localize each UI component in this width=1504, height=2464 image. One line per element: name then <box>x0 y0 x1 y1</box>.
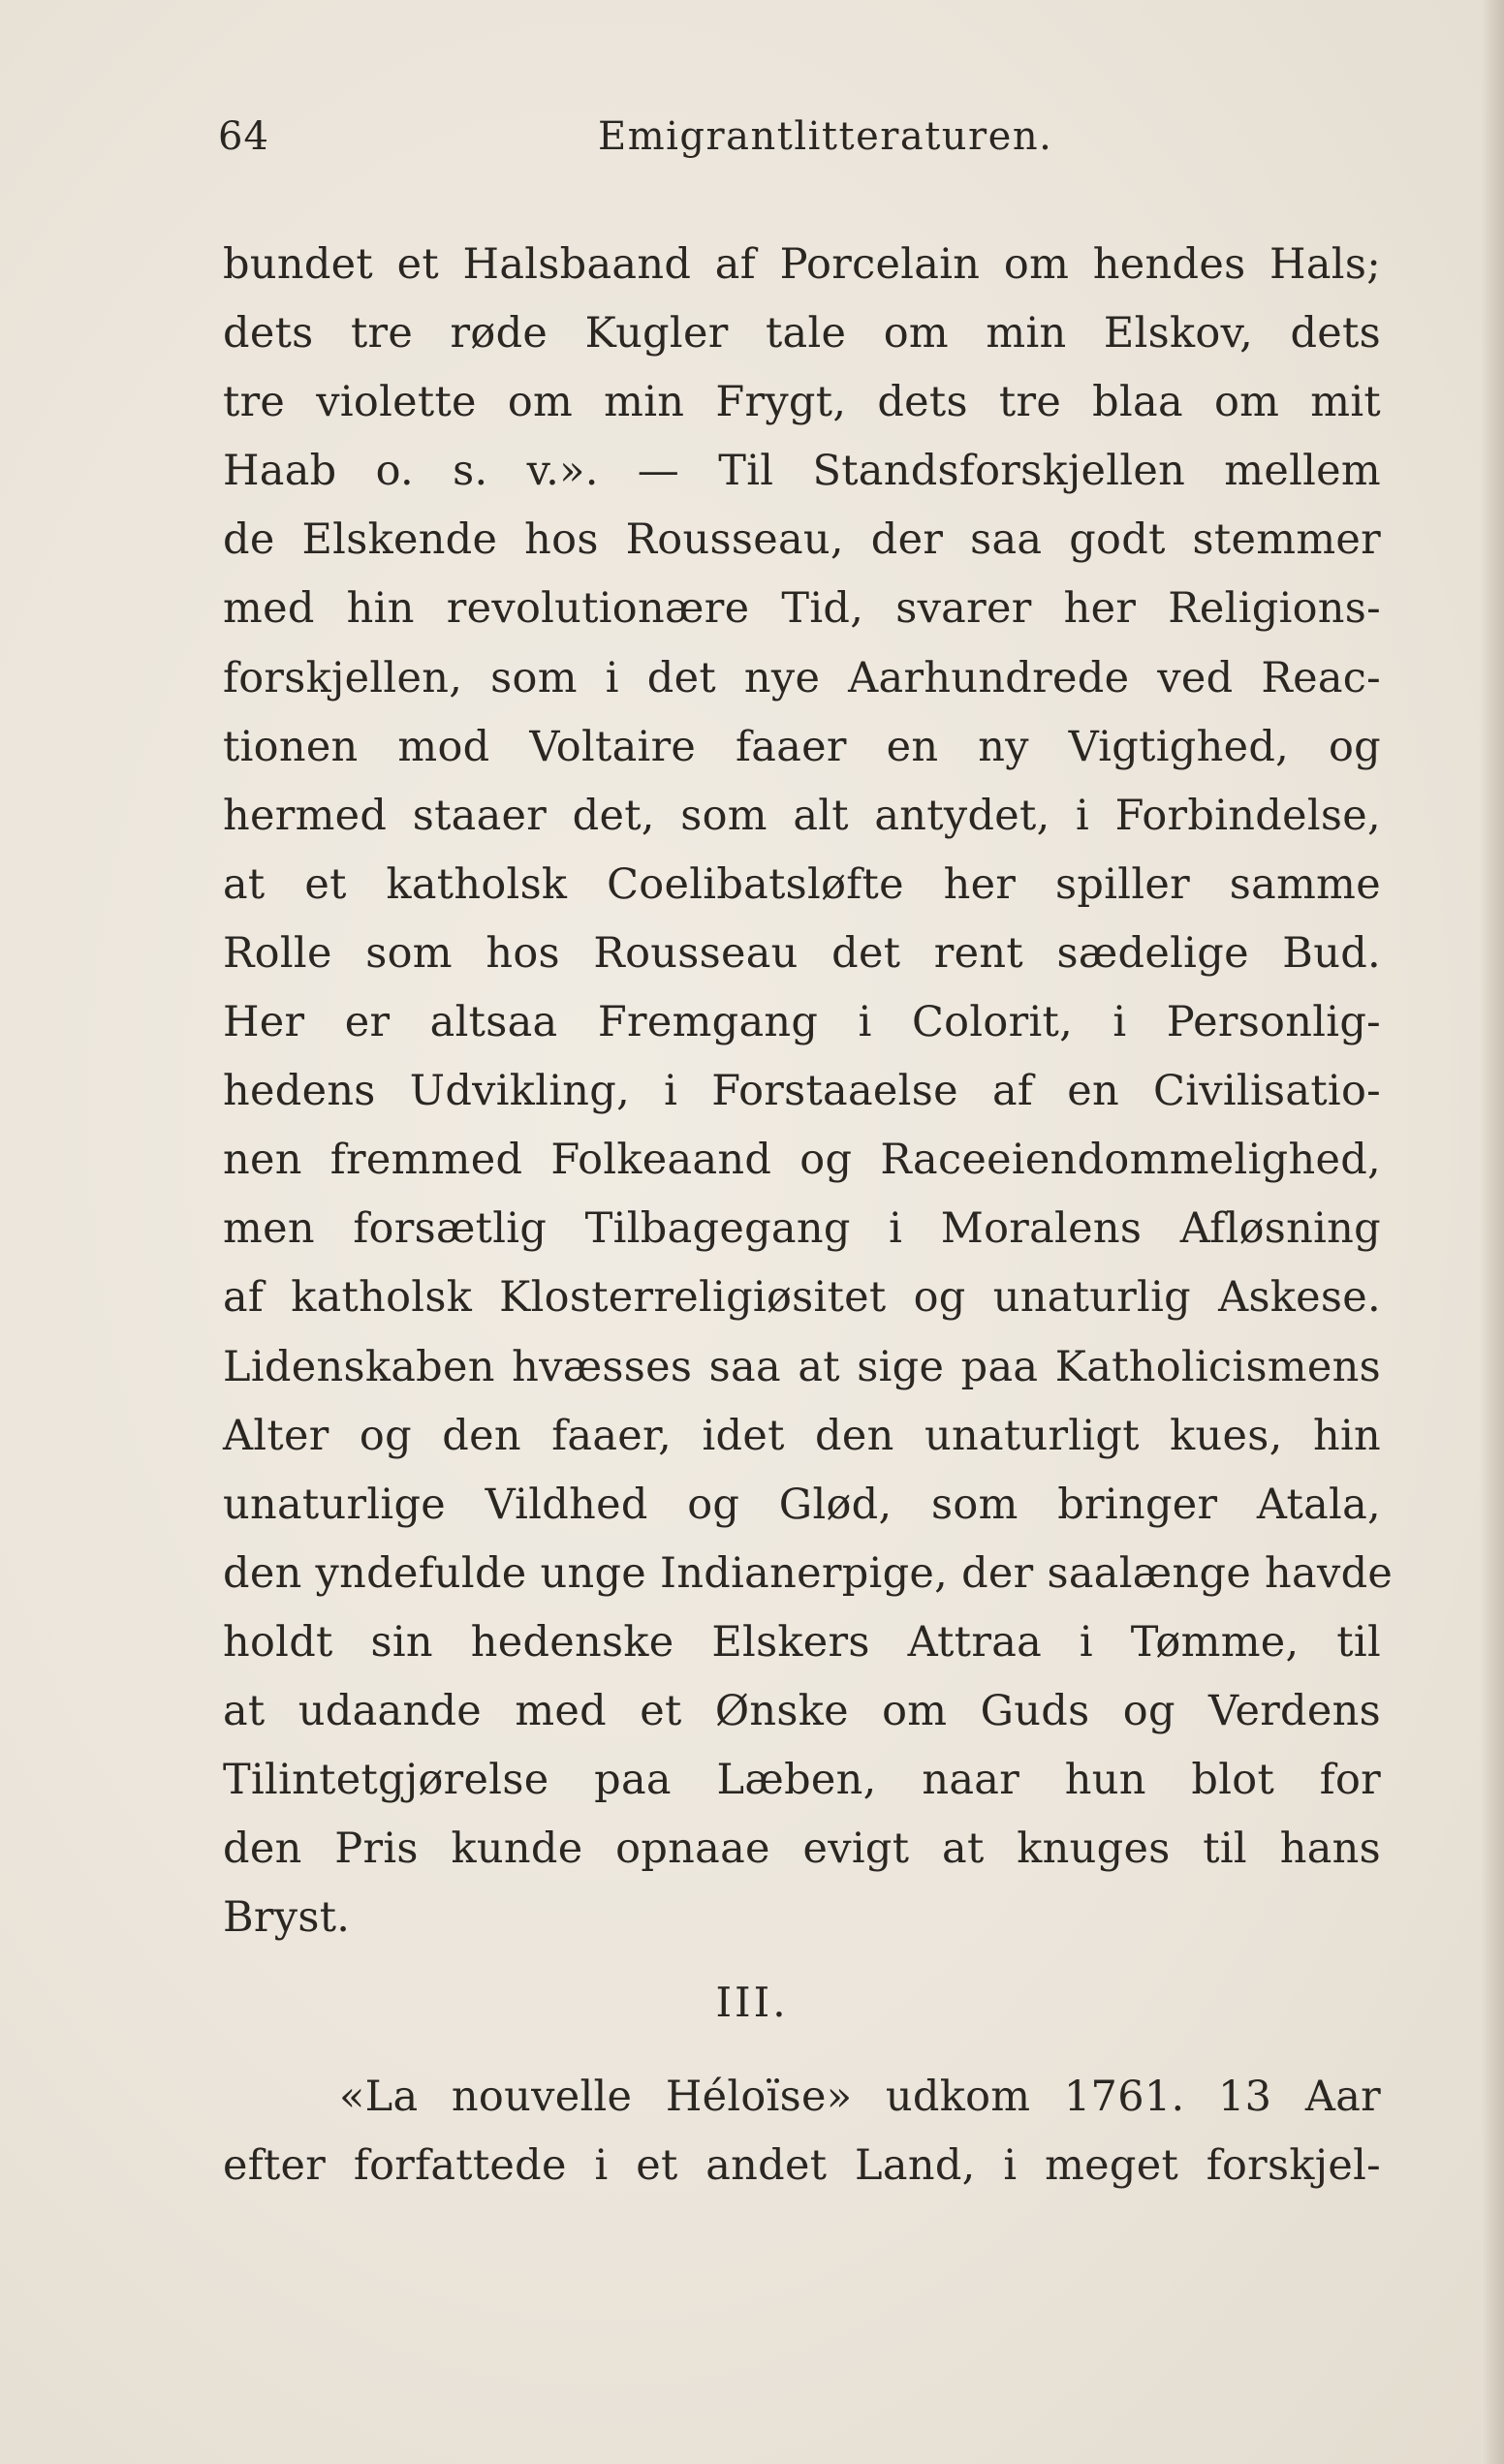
text-line: den yndefulde unge Indianerpige, der saalænge havde <box>223 1548 1394 1598</box>
text-line: med hin revolutionære Tid, svarer her Religions- <box>223 584 1381 634</box>
text-line: den Pris kunde opnaae evigt at knuges til hans <box>223 1825 1381 1874</box>
page-header <box>218 114 1381 172</box>
text-line: holdt sin hedenske Elskers Attraa i Tømme, til <box>223 1617 1381 1667</box>
text-line: dets tre røde Kugler tale om min Elskov, dets <box>223 309 1381 359</box>
text-line: at et katholsk Coelibatsløfte her spiller samme <box>223 859 1381 909</box>
text-line: Haab o. s. v.». — Til Standsforskjellen mellem <box>223 447 1381 496</box>
text-line: tre violette om min Frygt, dets tre blaa om mit <box>223 378 1381 427</box>
body-text <box>223 231 1394 1952</box>
text-line: tionen mod Voltaire faaer en ny Vigtighed, og <box>223 722 1381 771</box>
page-edge <box>1481 0 1504 2464</box>
text-line: men forsætlig Tilbagegang i Moralens Afløsning <box>223 1204 1381 1254</box>
text-line: Rolle som hos Rousseau det rent sædelige Bud. <box>223 928 1381 978</box>
text-line: Tilintetgjørelse paa Læben, naar hun blot for <box>223 1756 1381 1805</box>
text-line: forskjellen, som i det nye Aarhundrede ved Reac- <box>223 653 1381 702</box>
page-number: 64 <box>218 114 269 159</box>
text-line: hedens Udvikling, i Forstaaelse af en Civilisatio- <box>223 1067 1381 1116</box>
running-title: Emigrantlitteraturen. <box>598 114 1053 159</box>
text-line: de Elskende hos Rousseau, der saa godt stemmer <box>223 515 1381 565</box>
text-line: af katholsk Klosterreligiøsitet og unaturlig Askese. <box>223 1273 1381 1323</box>
text-line: nen fremmed Folkeaand og Raceeiendommelighed, <box>223 1136 1381 1185</box>
text-line: efter forfattede i et andet Land, i meget forskjel- <box>223 2141 1381 2191</box>
text-line: unaturlige Vildhed og Glød, som bringer Atala, <box>223 1480 1381 1529</box>
text-line: «La nouvelle Héloïse» udkom 1761. 13 Aar <box>339 2073 1381 2121</box>
section-text <box>223 2063 1381 2200</box>
text-line: Her er altsaa Fremgang i Colorit, i Personlig- <box>223 998 1381 1047</box>
text-line: hermed staaer det, som alt antydet, i Forbindelse, <box>223 791 1381 840</box>
text-line: Alter og den faaer, idet den unaturligt kues, hin <box>223 1411 1381 1460</box>
section-heading: III. <box>715 1979 789 2026</box>
text-line: bundet et Halsbaand af Porcelain om hendes Hals; <box>223 240 1381 289</box>
text-line: at udaande med et Ønske om Guds og Verdens <box>223 1686 1381 1735</box>
text-line: Lidenskaben hvæsses saa at sige paa Katholicismens <box>223 1342 1381 1391</box>
text-line: Bryst. <box>223 1893 351 1943</box>
